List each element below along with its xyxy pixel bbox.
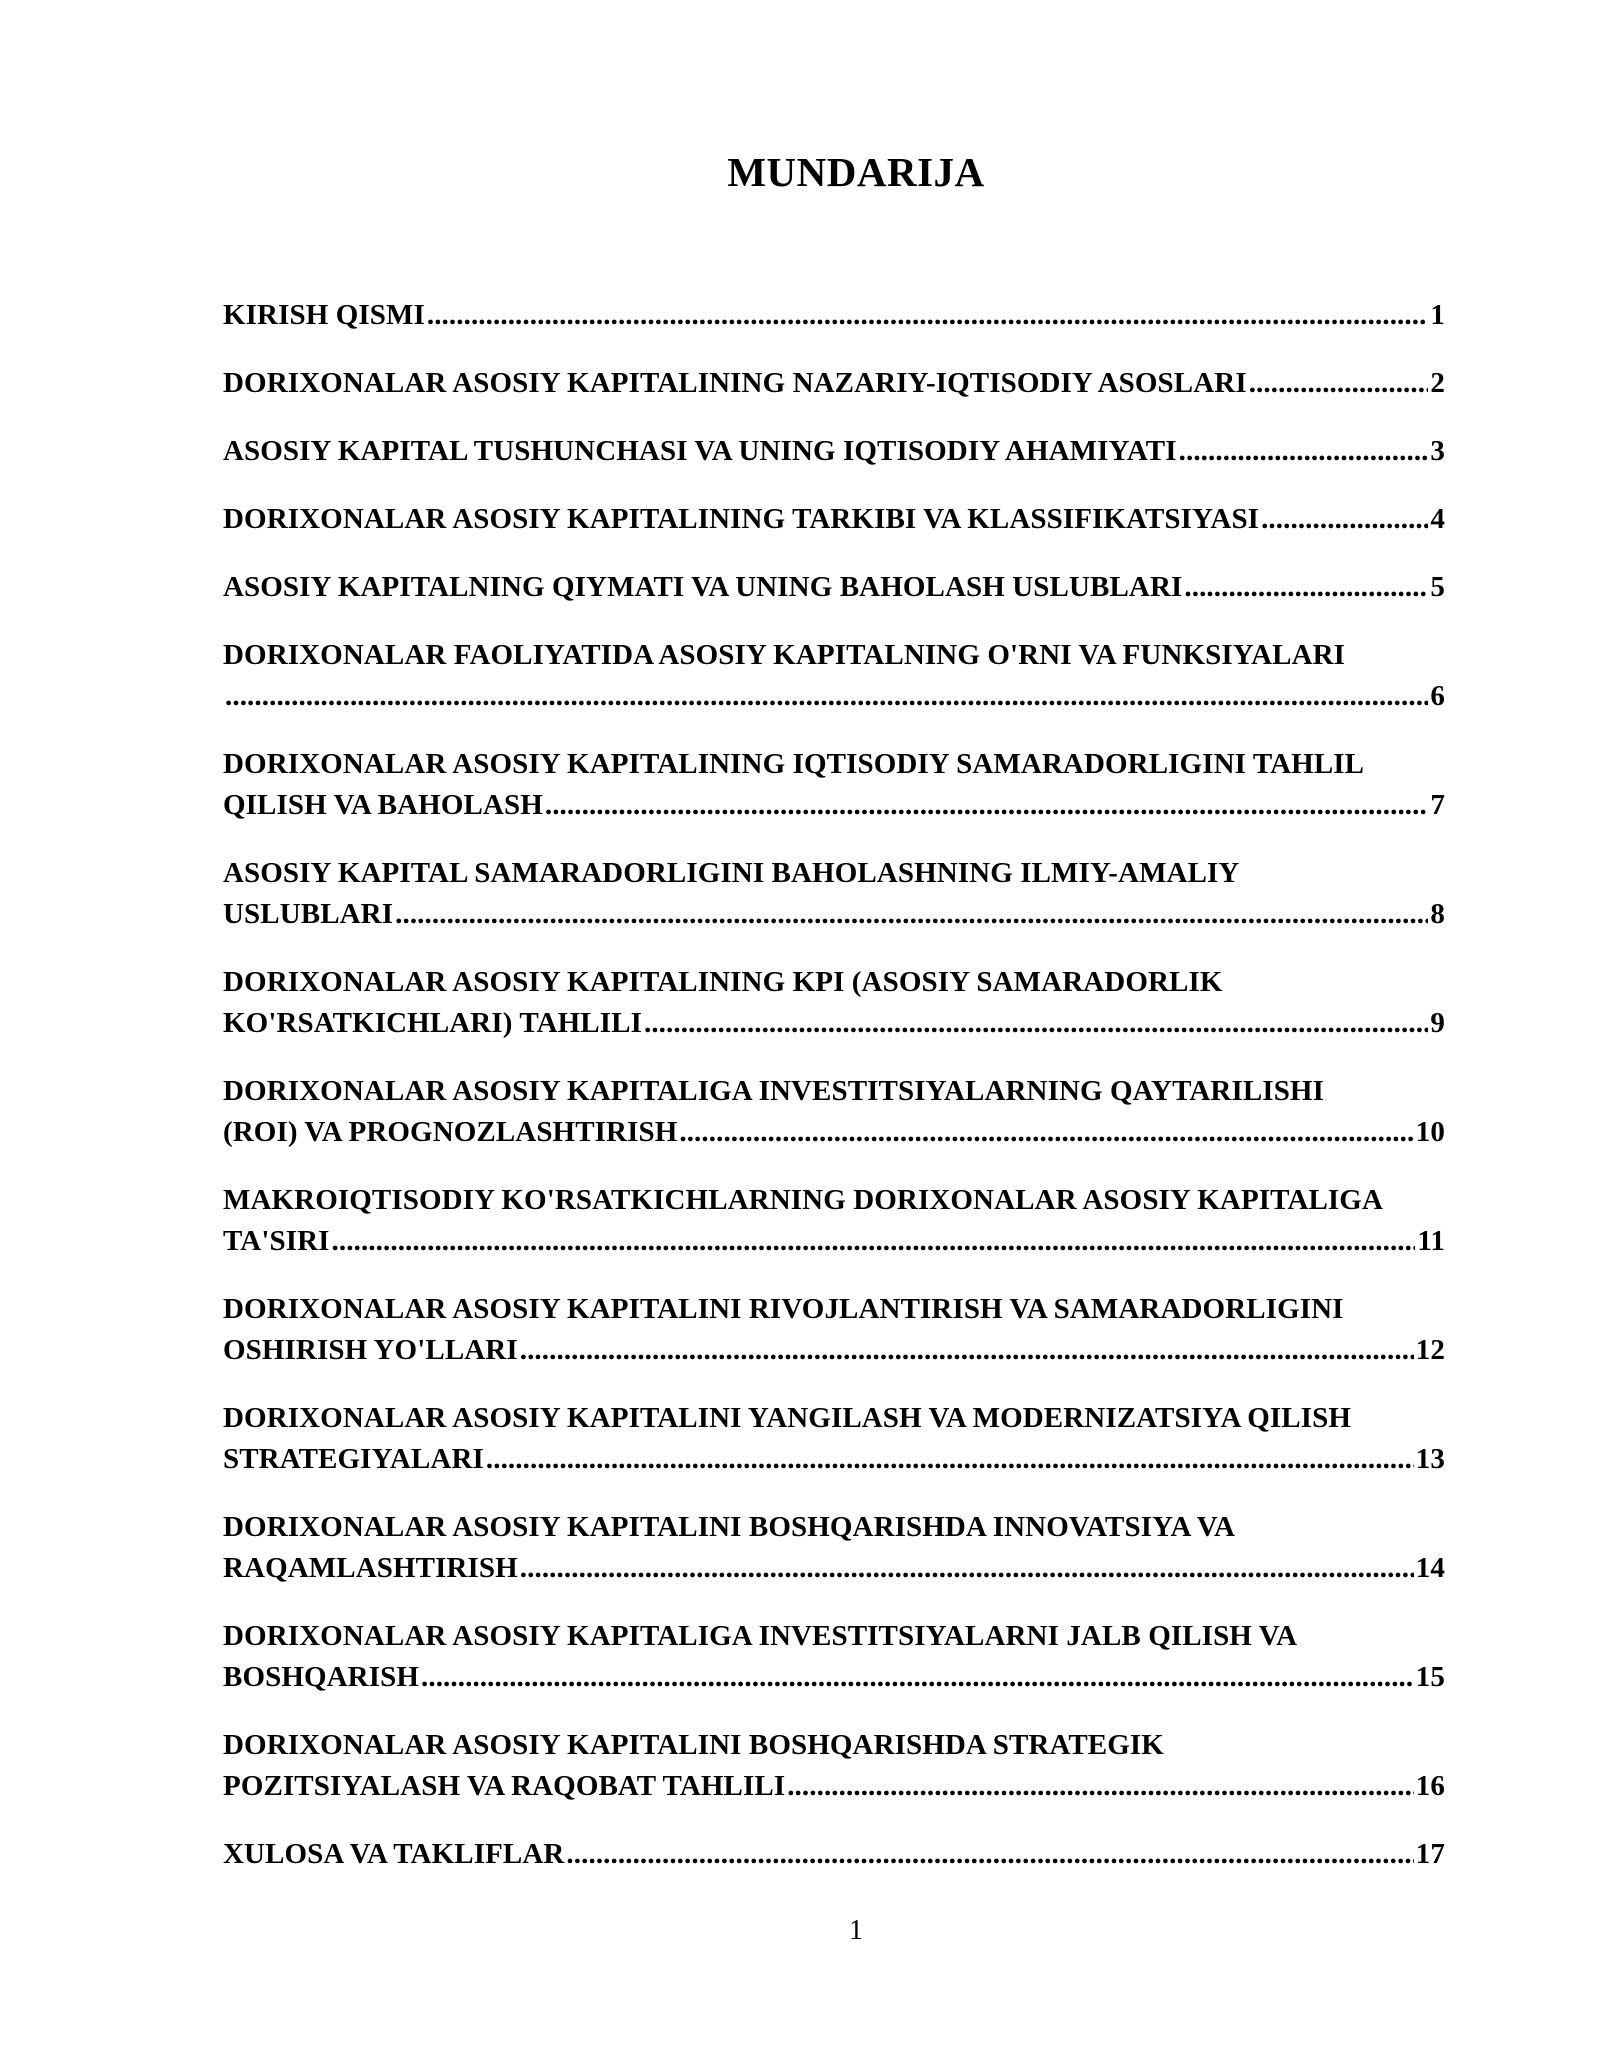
toc-entry-title: ASOSIY KAPITALNING QIYMATI VA UNING BAHOLASH USLUBLARI — [223, 571, 1183, 603]
toc-entry-leader — [223, 1003, 1445, 1044]
toc-entry-title: USLUBLARI — [223, 898, 394, 930]
toc-entry-leader — [223, 785, 1445, 826]
toc-dot-leader — [787, 1766, 1414, 1807]
toc-dot-leader — [1261, 499, 1428, 540]
toc-page-number: 9 — [1430, 1007, 1445, 1039]
toc-entry-title: QILISH VA BAHOLASH — [223, 789, 543, 821]
toc-page-number: 1 — [1430, 299, 1445, 331]
toc-entry-title-line: MAKROIQTISODIY KO'RSATKICHLARNING DORIXONALAR ASOSIY KAPITALIGA — [223, 1184, 1384, 1216]
toc-dot-leader — [1179, 431, 1429, 472]
toc-entry-1[interactable] — [223, 295, 1445, 336]
toc-dot-leader — [486, 1439, 1414, 1480]
toc-entry-3[interactable] — [223, 431, 1445, 472]
toc-entry-title-line: DORIXONALAR FAOLIYATIDA ASOSIY KAPITALNING O'RNI VA FUNKSIYALARI — [223, 639, 1346, 671]
toc-dot-leader — [566, 1834, 1413, 1875]
toc-dot-leader — [225, 676, 1428, 717]
toc-entry-leader — [223, 1112, 1445, 1153]
toc-entry-2[interactable] — [223, 363, 1445, 404]
toc-entry-leader — [223, 1221, 1445, 1262]
toc-entry-4[interactable] — [223, 499, 1445, 540]
toc-page-number: 14 — [1415, 1552, 1445, 1584]
toc-entry-title-line: DORIXONALAR ASOSIY KAPITALINING IQTISODIY SAMARADORLIGINI TAHLIL — [223, 748, 1365, 780]
toc-entry-title: POZITSIYALASH VA RAQOBAT TAHLILI — [223, 1770, 786, 1802]
toc-entry-title: DORIXONALAR ASOSIY KAPITALINING NAZARIY-IQTISODIY ASOSLARI — [223, 367, 1247, 399]
toc-entry-14[interactable] — [223, 1507, 1445, 1589]
toc-page-number: 4 — [1430, 503, 1445, 535]
toc-entry-leader — [223, 431, 1445, 472]
toc-page-number: 5 — [1430, 571, 1445, 603]
toc-entry-title: BOSHQARISH — [223, 1661, 419, 1693]
toc-entry-title: KIRISH QISMI — [223, 299, 425, 331]
toc-page-number: 8 — [1430, 898, 1445, 930]
table-of-contents — [223, 295, 1445, 1902]
toc-entry-17[interactable] — [223, 1834, 1445, 1875]
toc-page-number: 2 — [1430, 367, 1445, 399]
toc-dot-leader — [1184, 567, 1428, 608]
toc-entry-16[interactable] — [223, 1725, 1445, 1807]
toc-page-number: 13 — [1415, 1443, 1445, 1475]
toc-entry-title: STRATEGIYALARI — [223, 1443, 484, 1475]
toc-dot-leader — [332, 1221, 1416, 1262]
toc-entry-9[interactable] — [223, 962, 1445, 1044]
toc-entry-15[interactable] — [223, 1616, 1445, 1698]
toc-entry-leader — [223, 1834, 1445, 1875]
toc-entry-title-line: DORIXONALAR ASOSIY KAPITALINI BOSHQARISHDA STRATEGIK — [223, 1729, 1164, 1761]
toc-entry-13[interactable] — [223, 1398, 1445, 1480]
toc-entry-leader — [223, 1657, 1445, 1698]
toc-entry-7[interactable] — [223, 744, 1445, 826]
page-number: 1 — [849, 1915, 863, 1946]
toc-entry-title-line: DORIXONALAR ASOSIY KAPITALINI YANGILASH VA MODERNIZATSIYA QILISH — [223, 1402, 1352, 1434]
toc-entry-title-line: ASOSIY KAPITAL SAMARADORLIGINI BAHOLASHNING ILMIY-AMALIY — [223, 857, 1240, 889]
toc-entry-title-line: DORIXONALAR ASOSIY KAPITALINI BOSHQARISHDA INNOVATSIYA VA — [223, 1511, 1236, 1543]
toc-entry-title: XULOSA VA TAKLIFLAR — [223, 1838, 565, 1870]
toc-entry-10[interactable] — [223, 1071, 1445, 1153]
toc-page-number: 17 — [1415, 1838, 1445, 1870]
page-title: MUNDARIJA — [727, 149, 985, 195]
toc-entry-11[interactable] — [223, 1180, 1445, 1262]
toc-entry-leader — [223, 295, 1445, 336]
toc-entry-title-line: DORIXONALAR ASOSIY KAPITALINING KPI (ASOSIY SAMARADORLIK — [223, 966, 1223, 998]
toc-dot-leader — [545, 785, 1429, 826]
toc-dot-leader — [644, 1003, 1428, 1044]
toc-entry-6[interactable] — [223, 635, 1445, 717]
toc-page-number: 7 — [1430, 789, 1445, 821]
toc-dot-leader — [421, 1657, 1414, 1698]
toc-entry-title: DORIXONALAR ASOSIY KAPITALINING TARKIBI VA KLASSIFIKATSIYASI — [223, 503, 1260, 535]
toc-entry-title: ASOSIY KAPITAL TUSHUNCHASI VA UNING IQTISODIY AHAMIYATI — [223, 435, 1177, 467]
toc-entry-8[interactable] — [223, 853, 1445, 935]
toc-page-number: 11 — [1417, 1225, 1445, 1257]
toc-entry-leader — [223, 1439, 1445, 1480]
toc-page-number: 15 — [1415, 1661, 1445, 1693]
toc-dot-leader — [395, 894, 1428, 935]
toc-entry-leader — [223, 1330, 1445, 1371]
toc-entry-title: (ROI) VA PROGNOZLASHTIRISH — [223, 1116, 678, 1148]
toc-entry-leader — [223, 1766, 1445, 1807]
toc-entry-leader — [223, 1548, 1445, 1589]
toc-entry-title-line: DORIXONALAR ASOSIY KAPITALIGA INVESTITSIYALARNING QAYTARILISHI — [223, 1075, 1324, 1107]
toc-entry-title-line: DORIXONALAR ASOSIY KAPITALINI RIVOJLANTIRISH VA SAMARADORLIGINI — [223, 1293, 1344, 1325]
toc-entry-leader — [223, 676, 1445, 717]
toc-dot-leader — [520, 1330, 1414, 1371]
toc-dot-leader — [520, 1548, 1414, 1589]
toc-page-number: 6 — [1430, 680, 1445, 712]
toc-dot-leader — [1249, 363, 1429, 404]
toc-page-number: 12 — [1415, 1334, 1445, 1366]
toc-entry-12[interactable] — [223, 1289, 1445, 1371]
toc-entry-title: RAQAMLASHTIRISH — [223, 1552, 518, 1584]
toc-page-number: 3 — [1430, 435, 1445, 467]
toc-dot-leader — [427, 295, 1429, 336]
toc-entry-title: KO'RSATKICHLARI) TAHLILI — [223, 1007, 642, 1039]
toc-entry-title: TA'SIRI — [223, 1225, 330, 1257]
toc-entry-leader — [223, 567, 1445, 608]
toc-entry-title: OSHIRISH YO'LLARI — [223, 1334, 518, 1366]
toc-entry-leader — [223, 499, 1445, 540]
toc-dot-leader — [679, 1112, 1413, 1153]
toc-entry-leader — [223, 894, 1445, 935]
toc-page-number: 10 — [1415, 1116, 1445, 1148]
toc-page-number: 16 — [1415, 1770, 1445, 1802]
toc-entry-5[interactable] — [223, 567, 1445, 608]
toc-entry-leader — [223, 363, 1445, 404]
toc-entry-title-line: DORIXONALAR ASOSIY KAPITALIGA INVESTITSIYALARNI JALB QILISH VA — [223, 1620, 1298, 1652]
